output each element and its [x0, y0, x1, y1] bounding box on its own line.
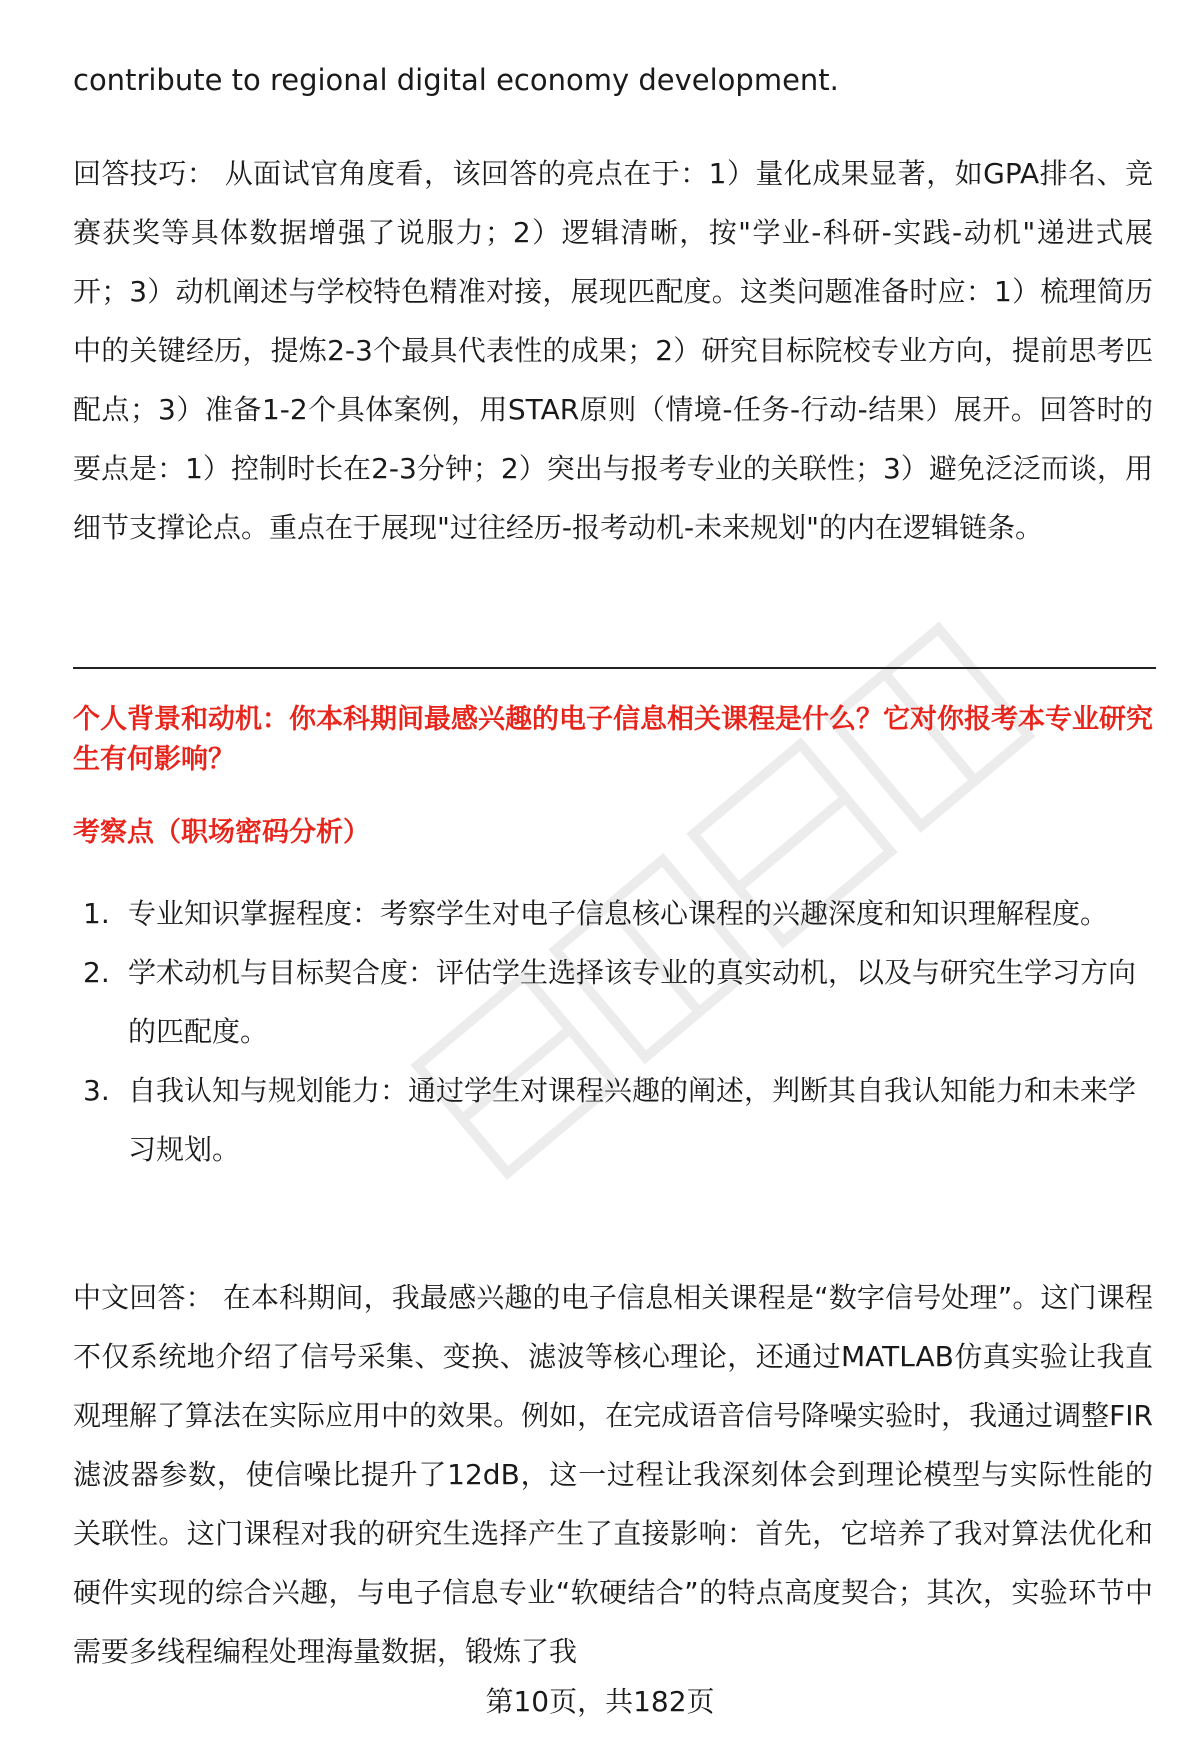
chinese-answer-paragraph: [73, 1268, 1153, 1681]
answer-text: 在本科期间，我最感兴趣的电子信息相关课程是“数字信号处理”。这门课程不仅系统地介绍了信号采集、变换、滤波等核心理论，还通过MATLAB仿真实验让我直观理解了算法在实际应用中的效果。例如，在完成语音信号降噪实验时，我通过调整FIR滤波器参数，使信噪比提升了12dB，这一过程让我深刻体会到理论模型与实际性能的关联性。这门课程对我的研究生选择产生了直接影响：首先，它培养了我对算法优化和硬件实现的综合兴趣，与电子信息专业“软硬结合”的特点高度契合；其次，实验环节中需要多线程编程处理海量数据，锻炼了我: [73, 1281, 1153, 1668]
list-item-number: 3.: [83, 1074, 110, 1107]
section-divider: [73, 667, 1156, 669]
assessment-points-title: 考察点（职场密码分析）: [73, 817, 370, 848]
list-item-number: 1.: [83, 897, 110, 930]
list-item-number: 2.: [83, 956, 110, 989]
page-number-footer: 第10页，共182页: [485, 1685, 715, 1718]
tips-label: 回答技巧：: [73, 157, 216, 190]
list-item: [73, 943, 1153, 1061]
answer-label: 中文回答：: [73, 1281, 214, 1314]
continued-text-line: contribute to regional digital economy development.: [73, 63, 839, 97]
list-item-text: 自我认知与规划能力：通过学生对课程兴趣的阐述，判断其自我认知能力和未来学习规划。: [128, 1074, 1137, 1166]
question-heading: 个人背景和动机：你本科期间最感兴趣的电子信息相关课程是什么？它对你报考本专业研究生有何影响？: [73, 704, 1153, 775]
list-item: [73, 1061, 1153, 1179]
tips-text: 从面试官角度看，该回答的亮点在于：1）量化成果显著，如GPA排名、竞赛获奖等具体数据增强了说服力；2）逻辑清晰，按"学业-科研-实践-动机"递进式展开；3）动机阐述与学校特色精准对接，展现匹配度。这类问题准备时应：1）梳理简历中的关键经历，提炼2-3个最具代表性的成果；2）研究目标院校专业方向，提前思考匹配点；3）准备1-2个具体案例，用STAR原则（情境-任务-行动-结果）展开。回答时的要点是：1）控制时长在2-3分钟；2）突出与报考专业的关联性；3）避免泛泛而谈，用细节支撑论点。重点在于展现"过往经历-报考动机-未来规划"的内在逻辑链条。: [73, 157, 1153, 544]
list-item: [73, 884, 1153, 943]
list-item-text: 学术动机与目标契合度：评估学生选择该专业的真实动机，以及与研究生学习方向的匹配度。: [128, 956, 1137, 1048]
answer-tips-paragraph: [73, 144, 1153, 557]
assessment-points-list: [73, 884, 1153, 1179]
list-item-text: 专业知识掌握程度：考察学生对电子信息核心课程的兴趣深度和知识理解程度。: [128, 897, 1109, 930]
